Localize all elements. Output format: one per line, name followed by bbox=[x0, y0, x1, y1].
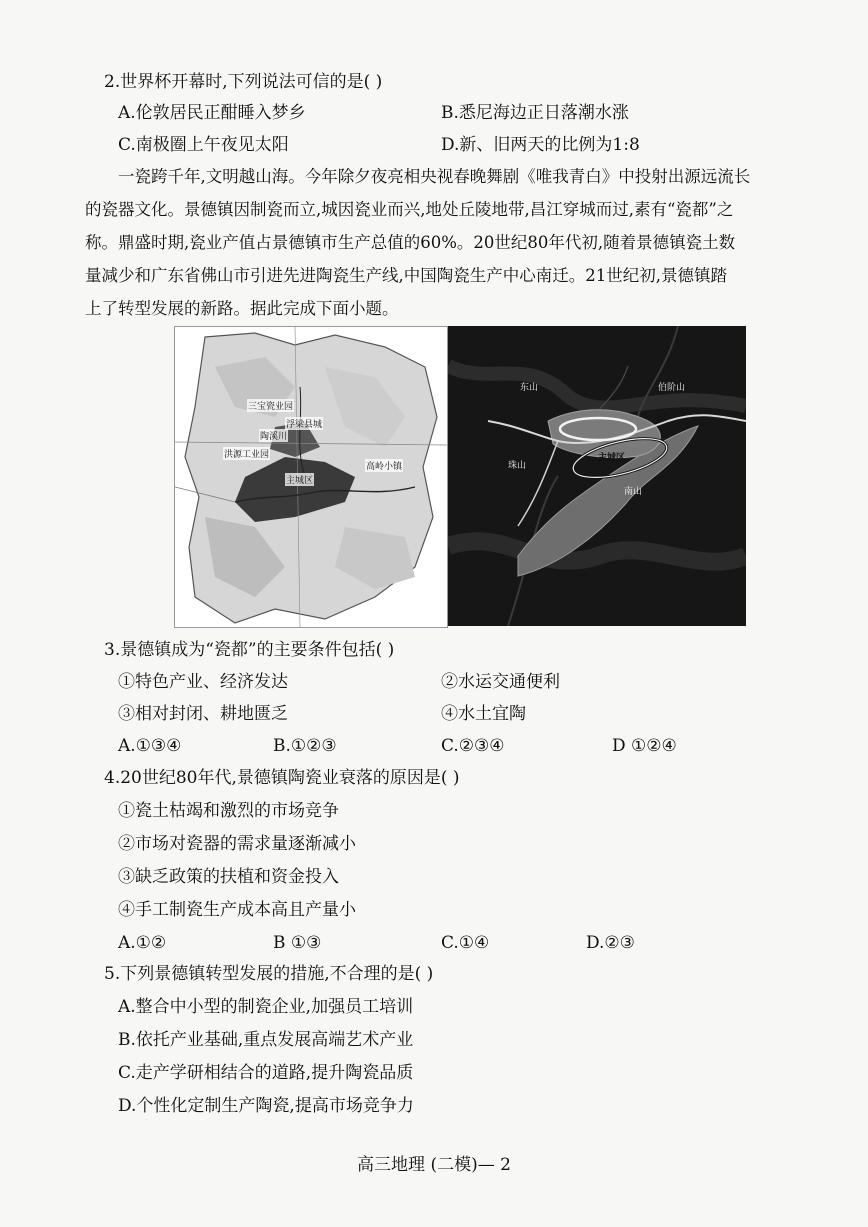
maps-figure bbox=[174, 326, 748, 626]
q5-option-a: A.整合中小型的制瓷企业,加强员工培训 bbox=[118, 997, 414, 1017]
q4-stem: 4.20世纪80年代,景德镇陶瓷业衰落的原因是( ) bbox=[104, 768, 460, 788]
page-footer: 高三地理 (二模)— 2 bbox=[357, 1155, 511, 1175]
satellite-map-drawing bbox=[448, 326, 746, 626]
passage-line-2: 的瓷器文化。景德镇因制瓷而立,城因瓷业而兴,地处丘陵地带,昌江穿城而过,素有“瓷都”之 bbox=[85, 200, 734, 219]
q2-option-a: A.伦敦居民正酣睡入梦乡 bbox=[118, 103, 306, 123]
q5-option-b: B.依托产业基础,重点发展高端艺术产业 bbox=[118, 1030, 414, 1050]
label-gaoling-town: 高岭小镇 bbox=[365, 459, 403, 472]
label-dongshan: 东山 bbox=[520, 383, 539, 393]
label-nanshan: 南山 bbox=[624, 487, 643, 497]
q5-stem: 5.下列景德镇转型发展的措施,不合理的是( ) bbox=[104, 964, 434, 984]
q5-option-d: D.个性化定制生产陶瓷,提高市场竞争力 bbox=[118, 1096, 414, 1116]
regional-map bbox=[174, 326, 448, 628]
q3-option-c: C.②③④ bbox=[441, 736, 505, 756]
q2-option-b: B.悉尼海边正日落潮水涨 bbox=[441, 103, 629, 123]
q2-option-c: C.南极圈上午夜见太阳 bbox=[118, 135, 289, 155]
passage-line-5: 上了转型发展的新路。据此完成下面小题。 bbox=[85, 299, 399, 318]
q4-option-b: B ①③ bbox=[273, 933, 322, 953]
passage-line-3: 称。鼎盛时期,瓷业产值占景德镇市生产总值的60%。20世纪80年代初,随着景德镇瓷土数 bbox=[85, 233, 736, 252]
label-taoxichuan: 陶溪川 bbox=[259, 429, 288, 442]
q4-item-1: ①瓷土枯竭和激烈的市场竞争 bbox=[118, 801, 339, 821]
label-main-urban-area-satellite: 主城区 bbox=[598, 453, 626, 463]
q3-item-1: ①特色产业、经济发达 bbox=[118, 672, 288, 692]
q4-item-4: ④手工制瓷生产成本高且产量小 bbox=[118, 900, 356, 920]
q4-item-3: ③缺乏政策的扶植和资金投入 bbox=[118, 867, 339, 887]
q3-item-3: ③相对封闭、耕地匮乏 bbox=[118, 704, 288, 724]
label-fuliang-county: 浮梁县城 bbox=[285, 417, 323, 430]
q3-option-b: B.①②③ bbox=[273, 736, 337, 756]
q3-item-2: ②水运交通便利 bbox=[441, 672, 560, 692]
q3-stem: 3.景德镇成为“瓷都”的主要条件包括( ) bbox=[104, 640, 395, 660]
q4-option-d: D.②③ bbox=[586, 933, 635, 953]
label-bojieshan: 伯阶山 bbox=[658, 383, 686, 393]
label-main-urban-area: 主城区 bbox=[285, 473, 314, 486]
q4-item-2: ②市场对瓷器的需求量逐渐减小 bbox=[118, 834, 356, 854]
label-sanbao-industrial-park: 三宝瓷业园 bbox=[247, 399, 294, 412]
label-hongyuan-industrial-park: 洪源工业园 bbox=[223, 447, 270, 460]
q3-option-a: A.①③④ bbox=[118, 736, 182, 756]
q3-option-d: D ①②④ bbox=[612, 736, 677, 756]
q3-item-4: ④水土宜陶 bbox=[441, 704, 526, 724]
passage-line-1: 一瓷跨千年,文明越山海。今年除夕夜亮相央视春晚舞剧《唯我青白》中投射出源远流长 bbox=[118, 167, 751, 186]
satellite-map bbox=[448, 326, 746, 626]
q2-stem: 2.世界杯开幕时,下列说法可信的是( ) bbox=[104, 72, 383, 92]
q2-option-d: D.新、旧两天的比例为1:8 bbox=[441, 135, 640, 155]
q4-option-c: C.①④ bbox=[441, 933, 490, 953]
q5-option-c: C.走产学研相结合的道路,提升陶瓷品质 bbox=[118, 1063, 414, 1083]
q4-option-a: A.①② bbox=[118, 933, 167, 953]
label-zhushan: 珠山 bbox=[508, 461, 527, 471]
passage-line-4: 量减少和广东省佛山市引进先进陶瓷生产线,中国陶瓷生产中心南迁。21世纪初,景德镇踏 bbox=[85, 266, 727, 285]
